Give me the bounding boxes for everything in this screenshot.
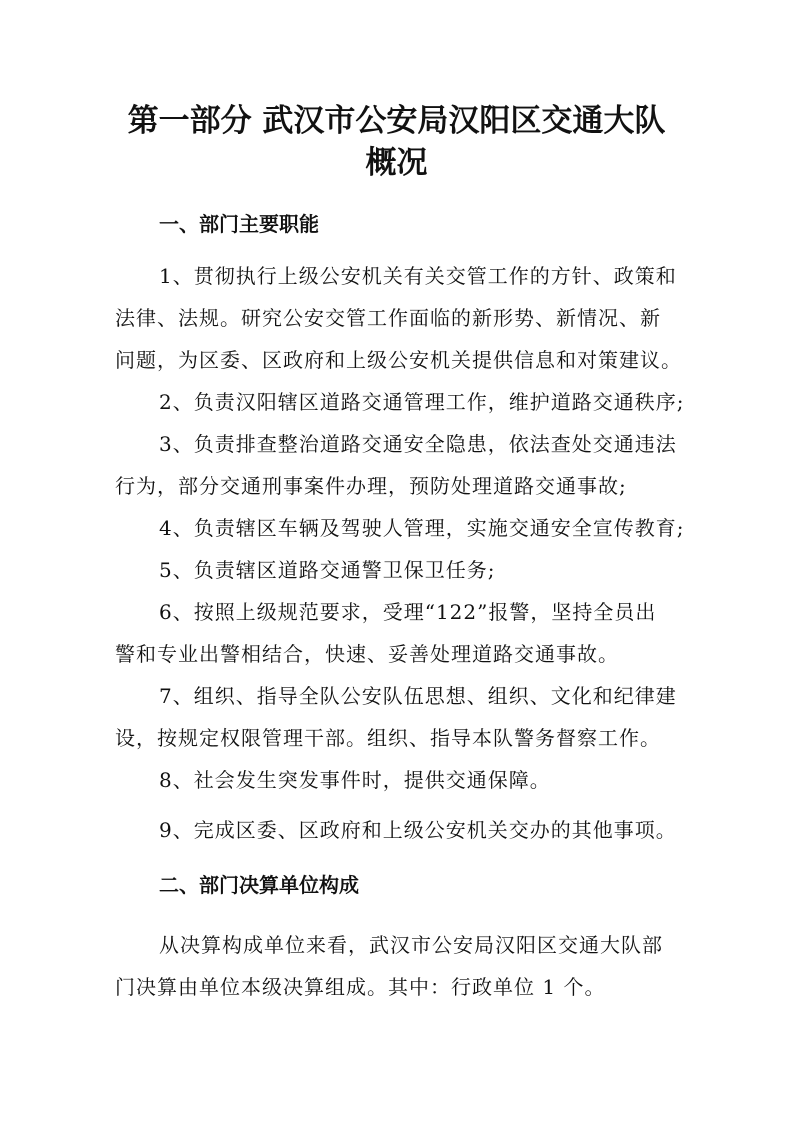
paragraph-line: 8、社会发生突发事件时，提供交通保障。 xyxy=(159,768,551,792)
paragraph-line: 问题，为区委、区政府和上级公安机关提供信息和对策建议。 xyxy=(115,348,682,372)
paragraph-line: 法律、法规。研究公安交管工作面临的新形势、新情况、新 xyxy=(115,306,661,330)
section-heading-units: 二、部门决算单位构成 xyxy=(159,873,359,897)
paragraph-line: 5、负责辖区道路交通警卫保卫任务; xyxy=(159,558,496,582)
page-title-line-2: 概况 xyxy=(365,145,428,181)
paragraph-line: 从决算构成单位来看，武汉市公安局汉阳区交通大队部 xyxy=(159,933,663,957)
section-heading-functions: 一、部门主要职能 xyxy=(159,212,319,236)
paragraph-line: 4、负责辖区车辆及驾驶人管理，实施交通安全宣传教育; xyxy=(159,516,685,540)
paragraph-line: 行为，部分交通刑事案件办理，预防处理道路交通事故; xyxy=(115,474,627,498)
paragraph-line: 1、贯彻执行上级公安机关有关交管工作的方针、政策和 xyxy=(159,264,677,288)
page-title-line-1: 第一部分 武汉市公安局汉阳区交通大队 xyxy=(127,103,666,139)
paragraph-line: 设，按规定权限管理干部。组织、指导本队警务督察工作。 xyxy=(115,726,661,750)
paragraph-line: 9、完成区委、区政府和上级公安机关交办的其他事项。 xyxy=(159,818,677,842)
paragraph-line: 警和专业出警相结合，快速、妥善处理道路交通事故。 xyxy=(115,642,619,666)
paragraph-line: 门决算由单位本级决算组成。其中：行政单位 1 个。 xyxy=(115,975,606,999)
paragraph-line: 2、负责汉阳辖区道路交通管理工作，维护道路交通秩序; xyxy=(159,390,685,414)
paragraph-line: 6、按照上级规范要求，受理“122”报警，坚持全员出 xyxy=(159,600,657,624)
paragraph-line: 7、组织、指导全队公安队伍思想、组织、文化和纪律建 xyxy=(159,684,677,708)
paragraph-line: 3、负责排查整治道路交通安全隐患，依法查处交通违法 xyxy=(159,432,677,456)
